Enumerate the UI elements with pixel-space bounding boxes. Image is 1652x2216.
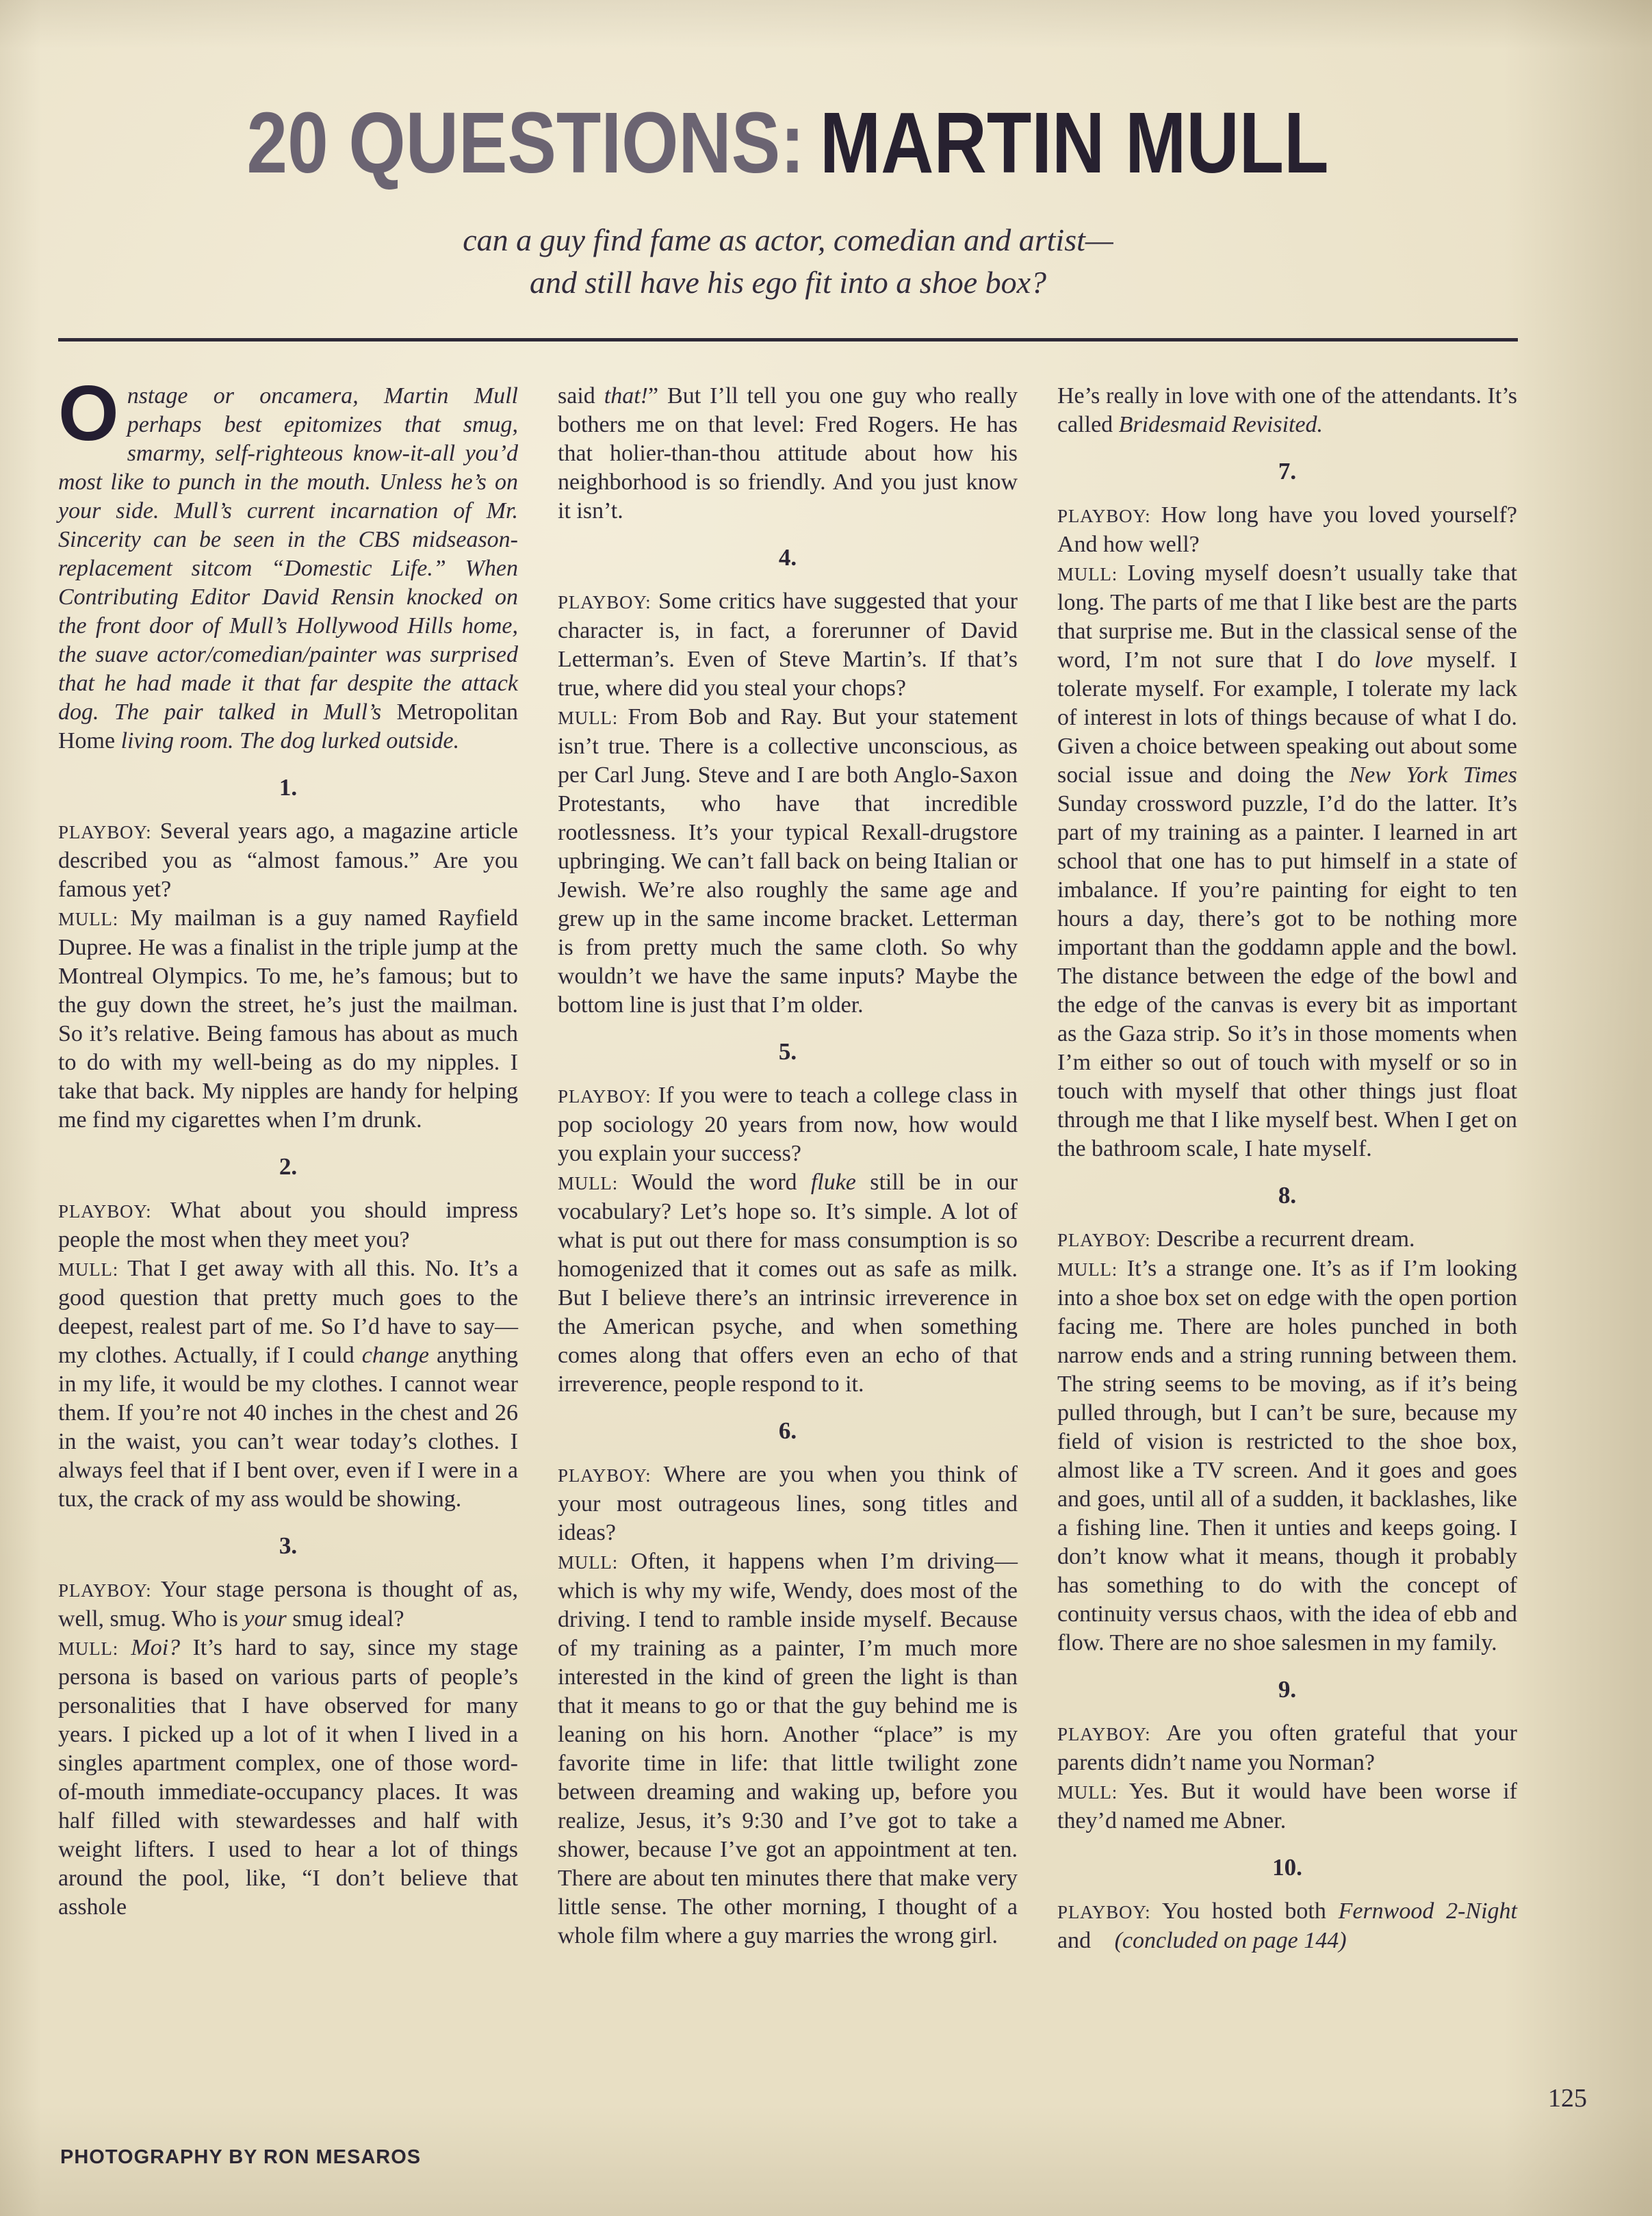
paragraph <box>1057 1897 1517 1955</box>
speaker-label: PLAYBOY: <box>558 1465 651 1486</box>
speaker-label: PLAYBOY: <box>558 592 651 613</box>
text-run: fluke <box>810 1170 856 1195</box>
question-number: 10. <box>1272 1854 1302 1881</box>
subtitle-line-1: can a guy find fame as actor, comedian and artist— <box>463 222 1113 257</box>
drop-cap: O <box>58 370 119 457</box>
speaker-label: PLAYBOY: <box>1057 506 1151 526</box>
text-run: and <box>1057 1928 1097 1953</box>
paragraph <box>1057 1225 1517 1254</box>
text-run: How long have you loved yourself? And how well? <box>1057 502 1517 557</box>
text-run: change <box>361 1343 429 1368</box>
question-number: 7. <box>1278 458 1297 485</box>
paragraph <box>1057 1719 1517 1777</box>
question-number: 9. <box>1278 1676 1297 1703</box>
paragraph <box>558 1547 1018 1950</box>
speaker-label: MULL: <box>558 708 618 728</box>
text-run <box>118 1635 131 1660</box>
text-run: nstage or oncamera, Martin Mull perhaps best epitomizes that smug, smarmy, self-righteous know-it-all you’d most like to punch in the mouth. Unless he’s on your side. Mull’s current incarnation of Mr. Sincerity can be seen in the CBS midseason-replacement sitcom “Domestic Life.” When Contributing Editor David Rensin knocked on the front door of Mull’s Hollywood Hills home, the suave actor/comedian/painter was surprised that he had made it that far despite the attack dog. The pair talked in Mull’s <box>58 383 518 725</box>
speaker-label: PLAYBOY: <box>558 1086 651 1107</box>
text-run: Describe a recurrent dream. <box>1150 1226 1415 1252</box>
speaker-label: PLAYBOY: <box>58 822 152 842</box>
text-run: ” But I’ll tell you one guy who really bothers me on that level: Fred Rogers. He has that holier-than-thou attitude about how his neighborhood is so friendly. And you just know it isn’t. <box>558 383 1018 524</box>
text-run: From Bob and Ray. But your statement isn’t true. There is a collective unconscious, as per Carl Jung. Steve and I are both Anglo-Saxon Protestants, who have that incredible rootlessness. It’s your typical Rexall-drugstore upbringing. We can’t fall back on being Italian or Jewish. We’re also roughly the same age and grew up in the same income bracket. Letterman is from pretty much the same cloth. So why wouldn’t we have the same inputs? Maybe the bottom line is just that I’m older. <box>558 704 1018 1018</box>
text-run: My mailman is a guy named Rayfield Dupree. He was a finalist in the triple jump at the Montreal Olympics. To me, he’s famous; but to the guy down the street, he’s just the mailman. So it’s relative. Being famous has about as much to do with my well-being as do my nipples. I take that back. My nipples are handy for helping me find my cigarettes when I’m drunk. <box>58 905 518 1133</box>
speaker-label: MULL: <box>58 1259 118 1280</box>
paragraph <box>1057 559 1517 1163</box>
text-run: Are you often grateful that your parents didn’t name you Norman? <box>1057 1721 1517 1775</box>
subtitle <box>58 219 1518 304</box>
text-run: smug ideal? <box>286 1606 404 1632</box>
title-subject-name: MARTIN MULL <box>820 94 1330 191</box>
question-number: 1. <box>279 774 298 801</box>
paragraph <box>1057 1254 1517 1658</box>
text-run: love <box>1374 647 1413 673</box>
text-run: Where are you when you think of your most outrageous lines, song titles and ideas? <box>558 1462 1018 1545</box>
column-3 <box>1057 382 1517 1955</box>
text-run: Fernwood 2-Night <box>1338 1898 1517 1924</box>
title-section-label: 20 QUESTIONS: <box>246 94 805 191</box>
speaker-label: MULL: <box>558 1552 618 1573</box>
text-run: your <box>244 1606 287 1632</box>
speaker-label: MULL: <box>58 1638 118 1659</box>
text-run: That I get away with all this. No. It’s a good question that pretty much goes to the deepest, realest part of me. So I’d have to say—my clothes. Actually, if I could <box>58 1256 518 1368</box>
speaker-label: PLAYBOY: <box>58 1580 152 1601</box>
text-run: said <box>558 383 604 409</box>
paragraph <box>58 1634 518 1922</box>
column-2 <box>558 382 1018 1955</box>
paragraph <box>558 703 1018 1020</box>
speaker-label: PLAYBOY: <box>1057 1724 1151 1744</box>
text-run: You hosted both <box>1150 1898 1339 1924</box>
text-run: Your stage persona is thought of as, well, smug. Who is <box>58 1577 518 1632</box>
page-title-text <box>246 94 1330 191</box>
speaker-label: MULL: <box>558 1173 618 1194</box>
text-run: Metropolitan Home <box>58 699 518 753</box>
text-run: What about you should impress people the most when they meet you? <box>58 1198 518 1252</box>
text-run: Would the word <box>618 1170 811 1195</box>
paragraph <box>58 1196 518 1254</box>
question-number: 4. <box>778 544 797 571</box>
paragraph <box>558 382 1018 526</box>
speaker-label: MULL: <box>1057 1259 1118 1280</box>
text-run: Sunday crossword puzzle, I’d do the latter. It’s part of my training as a painter. I learned in art school that one has to put himself in a state of imbalance. If you’re painting for eight to ten hours a day, there’s got to be nothing more important than the goddamn apple and the bowl. The distance between the edge of the bowl and the edge of the canvas is every bit as important as the Gaza strip. So it’s in those moments when I’m either so out of touch with myself or so in touch with myself that other things just float through me that I like myself best. When I get on the bathroom scale, I hate myself. <box>1057 791 1517 1161</box>
paragraph <box>58 1254 518 1514</box>
column-1 <box>58 370 519 1955</box>
intro-paragraph <box>58 370 518 756</box>
paragraph <box>1057 501 1517 559</box>
text-run: that! <box>604 383 648 409</box>
speaker-label: PLAYBOY: <box>1057 1230 1151 1250</box>
text-run: myself. I tolerate myself. For example, I tolerate my lack of interest in lots of things because of what I do. Given a choice between speaking out about some social issue and doing the <box>1057 647 1517 788</box>
question-number: 2. <box>279 1153 298 1180</box>
text-run: It’s hard to say, since my stage persona is based on various parts of people’s personalities that I have observed for many years. I picked up a lot of it when I lived in a singles apartment complex, one of those word-of-mouth immediate-occupancy places. It was half filled with stewardesses and half with weight lifters. I used to hear a lot of things around the pool, like, “I don’t believe that asshole <box>58 1635 518 1920</box>
article-columns <box>58 370 1518 1955</box>
question-number: 6. <box>778 1417 797 1444</box>
text-run: (concluded on page 144) <box>1114 1928 1347 1953</box>
text-run: He’s really in love with one of the attendants. It’s called <box>1057 383 1517 437</box>
speaker-label: MULL: <box>1057 1782 1118 1803</box>
text-run: living room. The dog lurked outside. <box>115 728 460 753</box>
question-number: 5. <box>778 1038 797 1065</box>
paragraph <box>58 817 518 904</box>
text-run: anything in my life, it would be my clothes. I cannot wear them. If you’re not 40 inches in the chest and 26 in the waist, you can’t wear today’s clothes. I always feel that if I bent over, even if I were in a tux, the crack of my ass would be showing. <box>58 1343 519 1512</box>
text-run: Loving myself doesn’t usually take that long. The parts of me that I like best are the parts that surprise me. But in the classical sense of the word, I’m not sure that I do <box>1057 561 1517 673</box>
paragraph <box>558 1081 1018 1168</box>
text-run: Often, it happens when I’m driving—which is why my wife, Wendy, does most of the driving. I tend to ramble inside myself. Because of my training as a painter, I’m much more interested in the kind of green the light is than that it means to go or that the guy behind me is leaning on his horn. Another “place” is my favorite time in life: that little twilight zone between dreaming and waking up, before you realize, Jesus, it’s 9:30 and I’ve got to take a shower, because I’ve got an appointment at ten. There are about ten minutes there that make very little sense. The other morning, I thought of a whole film where a guy marries the wrong girl. <box>558 1549 1018 1948</box>
text-run: Bridesmaid Revisited. <box>1118 412 1324 437</box>
paragraph <box>558 587 1018 703</box>
paragraph <box>58 1575 518 1634</box>
speaker-label: MULL: <box>1057 564 1118 584</box>
text-run: Several years ago, a magazine article described you as “almost famous.” Are you famous yet? <box>58 819 518 902</box>
horizontal-rule <box>58 338 1518 342</box>
paragraph <box>558 1460 1018 1547</box>
text-run: New York Times <box>1349 762 1517 788</box>
question-number: 8. <box>1278 1182 1297 1209</box>
question-number: 3. <box>279 1532 298 1559</box>
page-number: 125 <box>1548 2084 1587 2113</box>
speaker-label: PLAYBOY: <box>1057 1902 1151 1922</box>
paragraph <box>1057 1777 1517 1835</box>
text-run: It’s a strange one. It’s as if I’m looking into a shoe box set on edge with the open portion facing me. There are holes punched in both narrow ends and a string running between them. The string seems to be moving, as if it’s being pulled through, but I can’t be sure, because my field of vision is restricted to the shoe box, almost like a TV screen. And it goes and goes and goes, until all of a sudden, it backlashes, like a fishing line. Then it unties and keeps going. I don’t know what it means, though it probably has something to do with the concept of continuity versus chaos, with the idea of ebb and flow. There are no shoe salesmen in my family. <box>1057 1256 1517 1655</box>
text-run: Some critics have suggested that your character is, in fact, a forerunner of David Letterman’s. Even of Steve Martin’s. If that’s true, where did you steal your chops? <box>558 589 1018 701</box>
text-run: Moi? <box>131 1635 181 1660</box>
paragraph <box>58 904 518 1135</box>
speaker-label: MULL: <box>58 909 118 929</box>
photo-credit: PHOTOGRAPHY BY RON MESAROS <box>60 2146 422 2168</box>
subtitle-line-2: and still have his ego fit into a shoe box? <box>529 265 1047 300</box>
page-title <box>58 94 1518 191</box>
paragraph <box>1057 382 1517 439</box>
text-run: If you were to teach a college class in pop sociology 20 years from now, how would you explain your success? <box>558 1083 1018 1166</box>
paragraph <box>558 1168 1018 1399</box>
speaker-label: PLAYBOY: <box>58 1201 152 1222</box>
text-run: still be in our vocabulary? Let’s hope so. It’s simple. A lot of what is put out there for mass consumption is so homogenized that it comes out as safe as milk. But I believe there’s an intrinsic irreverence in the American psyche, and when something comes along that offers even an echo of that irreverence, people respond to it. <box>558 1170 1018 1397</box>
text-run: Yes. But it would have been worse if they’d named me Abner. <box>1057 1779 1517 1833</box>
